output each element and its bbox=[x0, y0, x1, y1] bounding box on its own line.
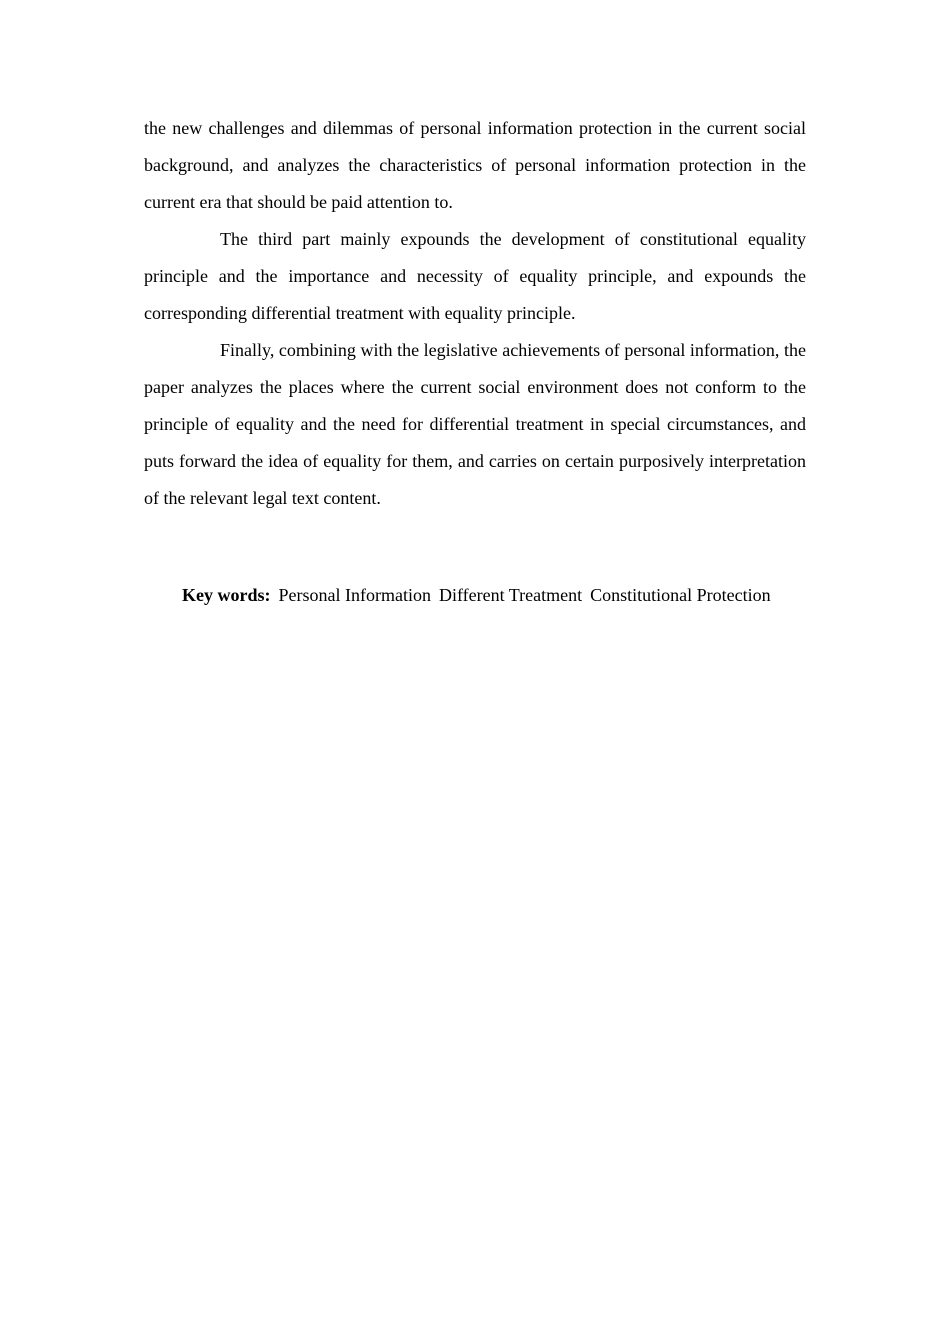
keywords-line bbox=[144, 577, 806, 614]
paragraph-finally: Finally, combining with the legislative achievements of personal information, the paper analyzes the places where the current social environment does not conform to the principle of equality and the need for differential treatment in special circumstances, and puts forward the idea of equality for them, and carries on certain purposively interpretation of the relevant legal text content. bbox=[144, 340, 806, 508]
keywords-label: Key words: bbox=[182, 585, 271, 605]
abstract-body bbox=[144, 110, 806, 614]
paragraph-third-part: The third part mainly expounds the development of constitutional equality principle and the importance and necessity of equality principle, and expounds the corresponding differential treatment with equality principle. bbox=[144, 229, 806, 323]
keyword-item: Different Treatment bbox=[438, 585, 583, 605]
keyword-item: Personal Information bbox=[278, 585, 431, 605]
paragraph-continuation: the new challenges and dilemmas of personal information protection in the current social background, and analyzes the characteristics of personal information protection in the current era that should be paid attention to. bbox=[144, 118, 806, 212]
keyword-item: Constitutional Protection bbox=[590, 585, 771, 605]
